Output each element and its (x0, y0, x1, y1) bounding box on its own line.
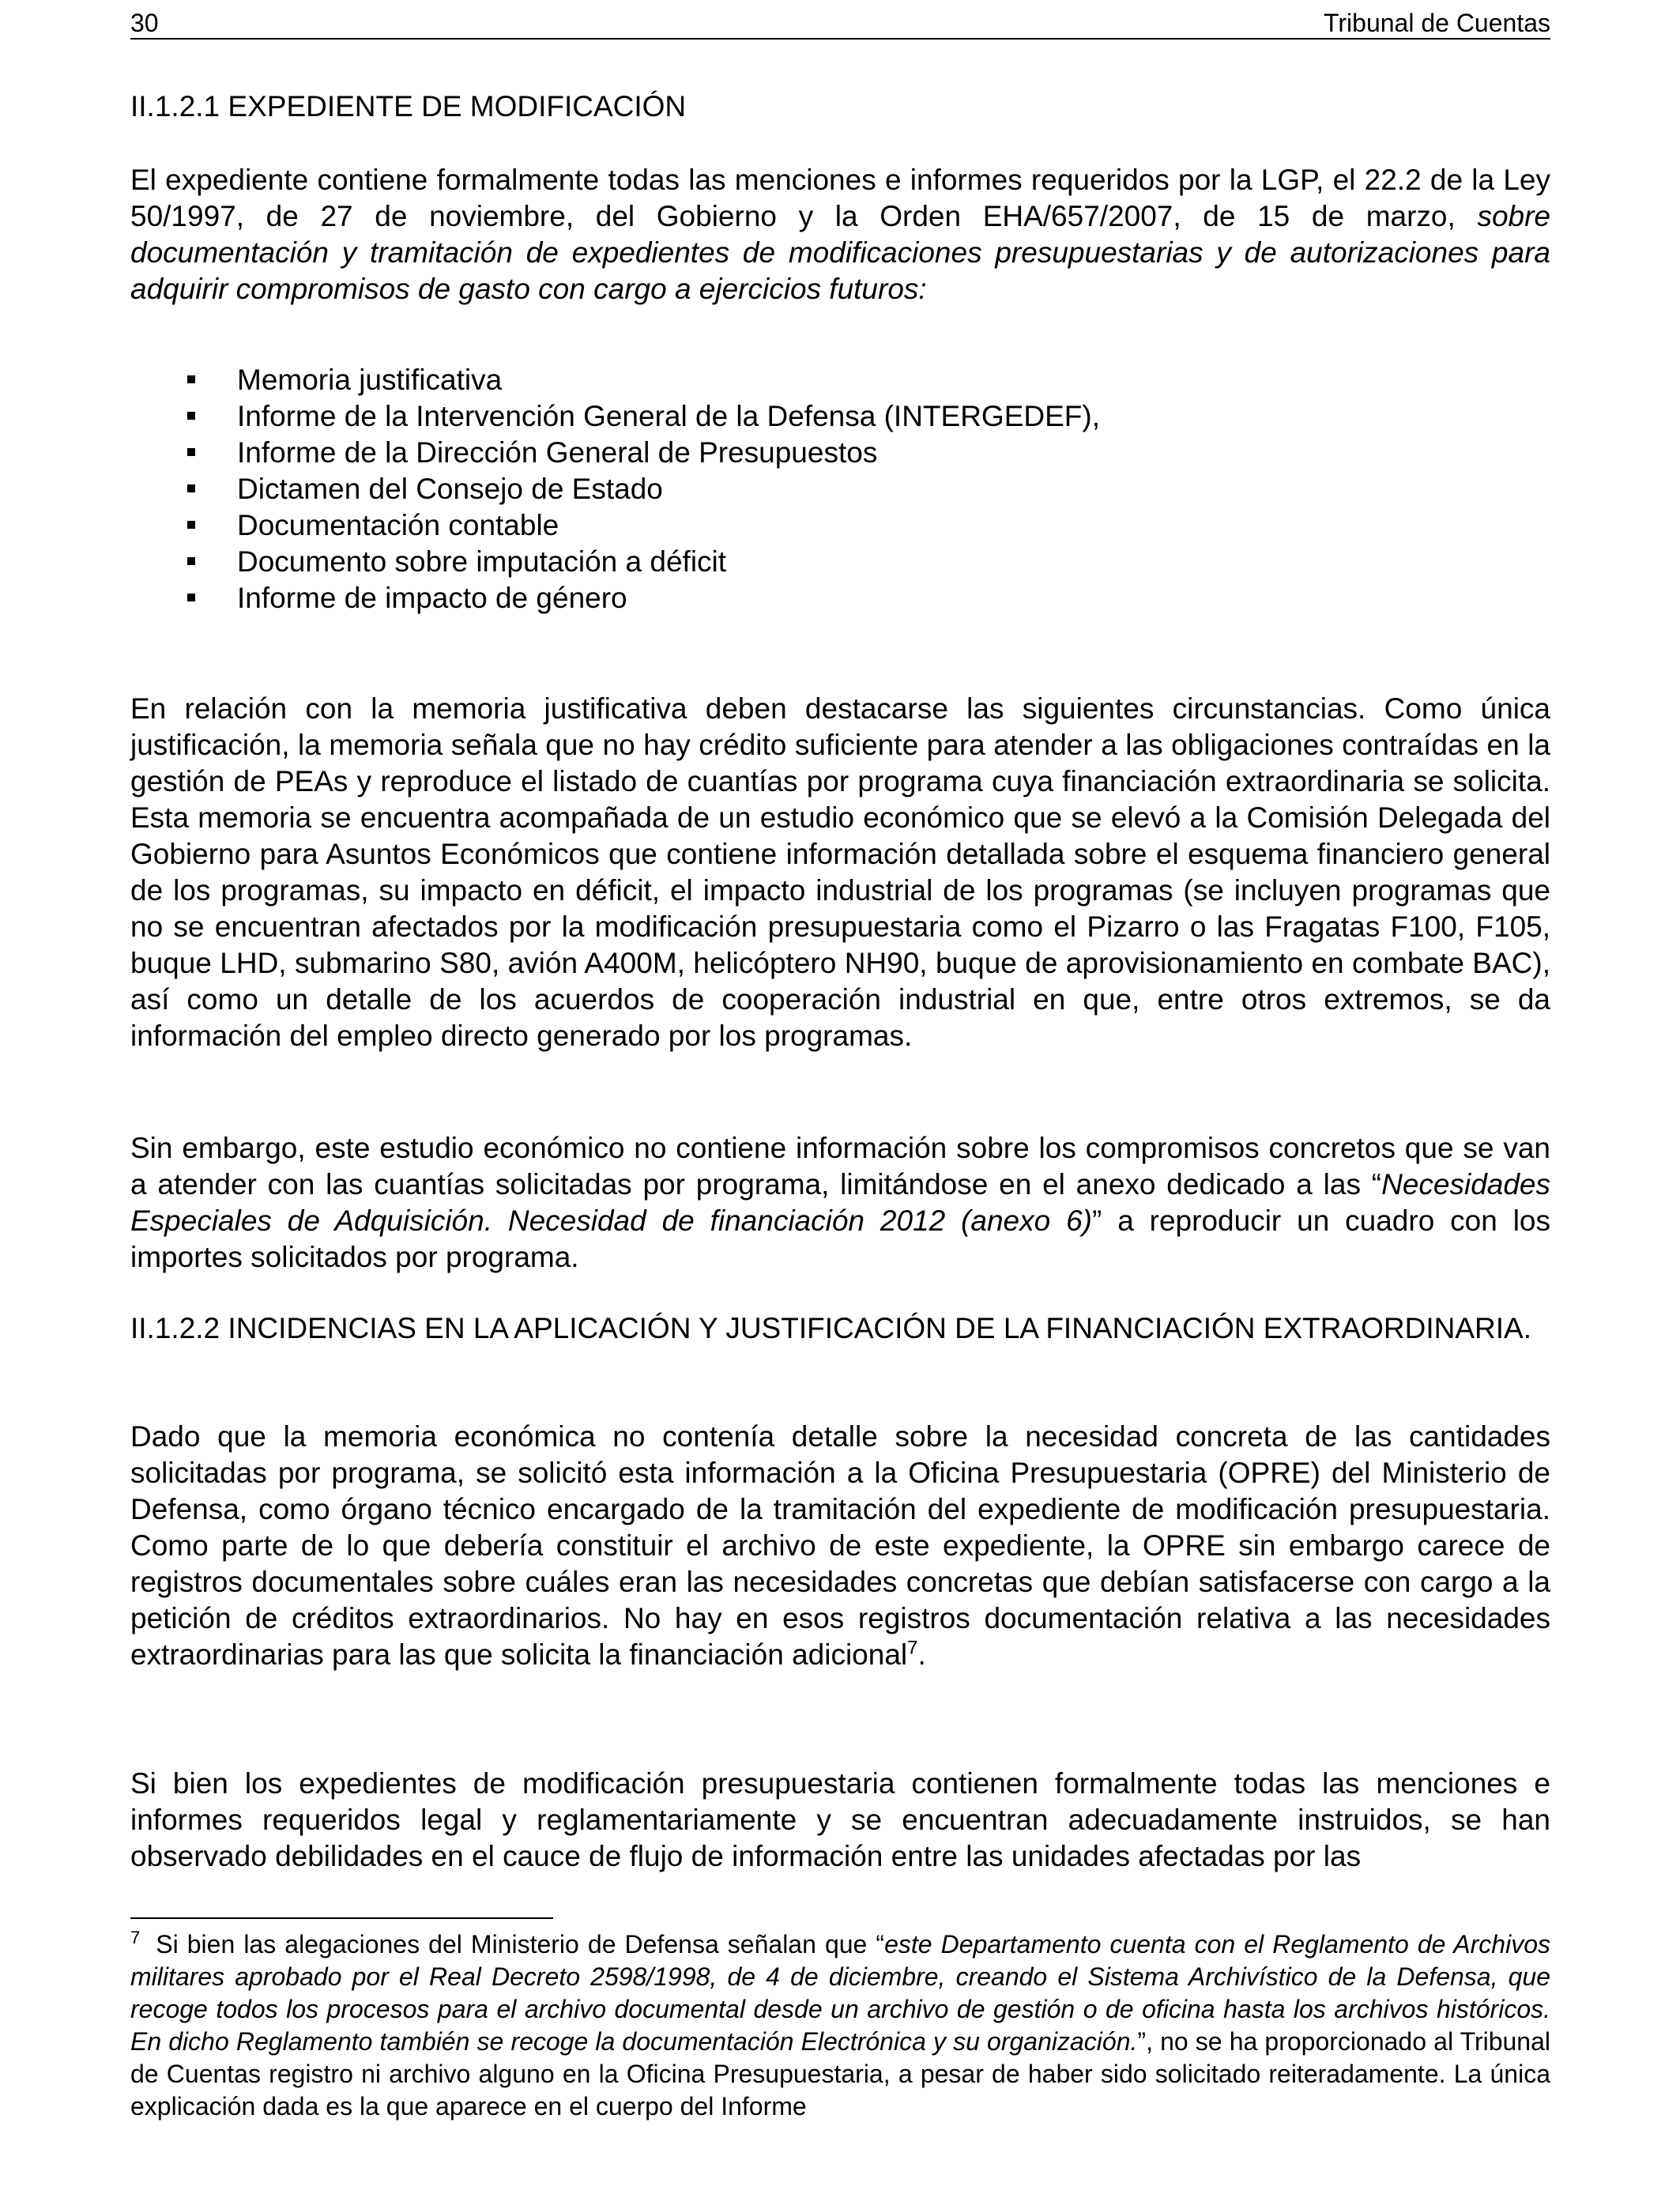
list-item: Memoria justificativa (130, 362, 1550, 398)
header-organization: Tribunal de Cuentas (1324, 9, 1550, 37)
section-heading-incidencias: II.1.2.2 INCIDENCIAS EN LA APLICACIÓN Y JUSTIFICACIÓN DE LA FINANCIACIÓN EXTRAORDINARIA. (130, 1312, 1532, 1344)
square-bullet-icon (187, 594, 195, 601)
list-item: Documentación contable (130, 507, 1550, 544)
list-item: Informe de impacto de género (130, 580, 1550, 616)
list-item: Informe de la Intervención General de la Defensa (INTERGEDEF), (130, 398, 1550, 435)
paragraph-memoria: En relación con la memoria justificativa deben destacarse las siguientes circunstancias. Como única justificación, la memoria señala que no hay crédito suficiente para atender a las obligaciones contraídas en la gestión de PEAs y reproduce el listado de cuantías por programa cuya financiación extraordinaria se solicita. Esta memoria se encuentra acompañada de un estudio económico que se elevó a la Comisión Delegada del Gobierno para Asuntos Económicos que contiene información detallada sobre el esquema financiero general de los programas, su impacto en déficit, el impacto industrial de los programas (se incluyen programas que no se encuentran afectados por la modificación presupuestaria como el Pizarro o las Fragatas F100, F105, buque LHD, submarino S80, avión A400M, helicóptero NH90, buque de aprovisionamiento en combate BAC), así como un detalle de los acuerdos de cooperación industrial en que, entre otros extremos, se da información del empleo directo generado por los programas. (130, 692, 1550, 1052)
paragraph-sin-embargo: Sin embargo, este estudio económico no contiene información sobre los compromisos concretos que se van a atender con las cuantías solicitadas por programa, limitándose en el anexo dedicado a las “Necesidades Especiales de Adquisición. Necesidad de financiación 2012 (anexo 6)” a reproducir un cuadro con los importes solicitados por programa. (130, 1132, 1550, 1273)
paragraph-dado-que: Dado que la memoria económica no contenía detalle sobre la necesidad concreta de las cantidades solicitadas por programa, se solicitó esta información a la Oficina Presupuestaria (OPRE) del Ministerio de Defensa, como órgano técnico encargado de la tramitación del expediente de modificación presupuestaria. Como parte de lo que debería constituir el archivo de este expediente, la OPRE sin embargo carece de registros documentales sobre cuáles eran las necesidades concretas que debían satisfacerse con cargo a la petición de créditos extraordinarios. No hay en esos registros documentación relativa a las necesidades extraordinarias para las que solicita la financiación adicional$^7$. (130, 1420, 1550, 1671)
page-number: 30 (130, 9, 159, 37)
intro-text: El expediente contiene formalmente todas las menciones e informes requeridos por la LGP, el 22.2 de la Ley 50/1997, de 27 de noviembre, del Gobierno y la Orden EHA/657/2007, de 15 de marzo, (130, 164, 1550, 232)
paragraph-intro (130, 162, 1550, 307)
annex-title-italic: Necesidades Especiales de Adquisición. Necesidad de financiación 2012 (anexo 6) (130, 1168, 1550, 1237)
footnote-divider (130, 1917, 553, 1919)
paragraph-si-bien: Si bien los expedientes de modificación presupuestaria contienen formalmente todas las menciones e informes requeridos legal y reglamentariamente y se encuentran adecuadamente instruidos, se han observado debilidades en el cauce de flujo de información entre las unidades afectadas por las (130, 1767, 1550, 1872)
footnote-7: $^7$ Si bien las alegaciones del Ministerio de Defensa señalan que “este Departamento cuenta con el Reglamento de Archivos militares aprobado por el Real Decreto 2598/1998, de 4 de diciembre, creando el Sistema Archivístico de la Defensa, que recoge todos los procesos para el archivo documental desde un archivo de gestión o de oficina hasta los archivos históricos. En dicho Reglamento también se recoge la documentación Electrónica y su organización.”, no se ha proporcionado al Tribunal de Cuentas registro ni archivo alguno en la Oficina Presupuestaria, a pesar de haber sido solicitado reiteradamente. La única explicación dada es la que aparece en el cuerpo del Informe (130, 1928, 1551, 2120)
list-item: Documento sobre imputación a déficit (130, 544, 1550, 580)
square-bullet-icon (187, 375, 195, 383)
page-header (130, 8, 1550, 40)
square-bullet-icon (187, 448, 195, 456)
square-bullet-icon (187, 557, 195, 565)
list-item: Dictamen del Consejo de Estado (130, 471, 1550, 507)
intro-italic-text: sobre documentación y tramitación de expedientes de modificaciones presupuestarias y de autorizaciones para adquirir compromisos de gasto con cargo a ejercicios futuros: (130, 200, 1550, 305)
list-item: Informe de la Dirección General de Presupuestos (130, 435, 1550, 471)
square-bullet-icon (187, 412, 195, 420)
square-bullet-icon (187, 521, 195, 529)
section-heading-expediente: II.1.2.1 EXPEDIENTE DE MODIFICACIÓN (130, 90, 687, 123)
footnote-quote-italic: este Departamento cuenta con el Reglamento de Archivos militares aprobado por el Real Decreto 2598/1998, de 4 de diciembre, creando el Sistema Archivístico de la Defensa, que recoge todos los procesos para el archivo documental desde un archivo de gestión o de oficina hasta los archivos históricos. En dicho Reglamento también se recoge la documentación Electrónica y su organización. (130, 1930, 1551, 2056)
document-page (130, 0, 1550, 2194)
requirements-list (130, 362, 1550, 616)
footnote-reference[interactable]: 7 (907, 1637, 918, 1659)
square-bullet-icon (187, 484, 195, 492)
footnote-number: 7 (130, 1928, 141, 1948)
